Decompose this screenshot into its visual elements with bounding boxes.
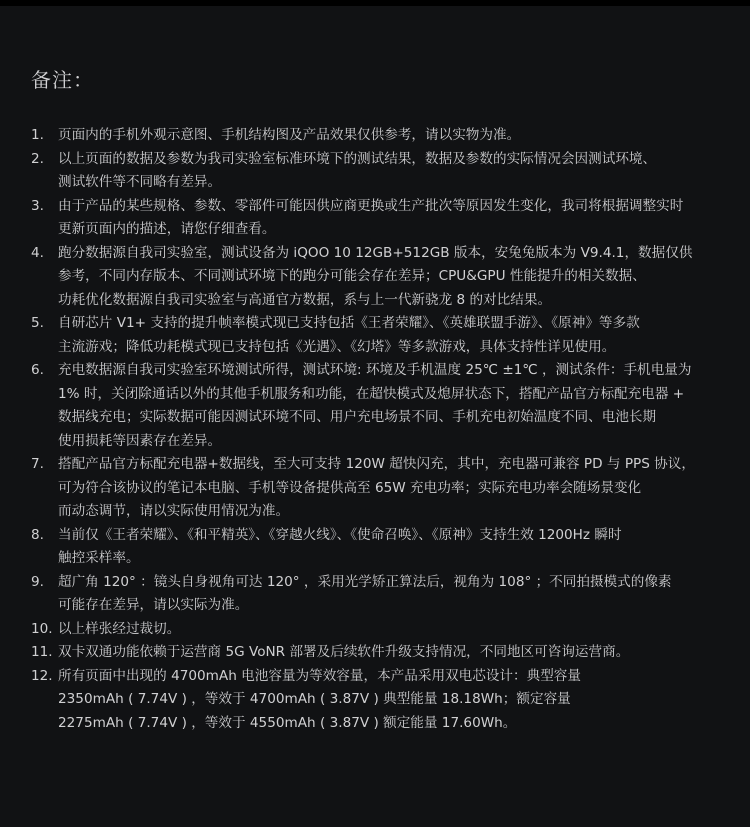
note-item (31, 641, 741, 665)
note-item (31, 453, 741, 524)
note-item (31, 524, 741, 571)
note-item (31, 571, 741, 618)
note-text-line: 搭配产品官方标配充电器+数据线，至大可支持 120W 超快闪充，其中，充电器可兼容 PD 与 PPS 协议， (58, 456, 695, 472)
note-text-line: 参考，不同内存版本、不同测试环境下的跑分可能会存在差异；CPU&GPU 性能提升的相关数据、 (58, 268, 646, 284)
note-number: 10. (31, 620, 53, 637)
note-number: 8. (31, 526, 44, 543)
note-text-line: 以上页面的数据及参数为我司实验室标准环境下的测试结果，数据及参数的实际情况会因测试环境、 (58, 150, 657, 167)
note-item (31, 148, 741, 195)
note-item (31, 312, 741, 359)
note-number: 1. (31, 127, 44, 143)
note-text-line: 使用损耗等因素存在差异。 (58, 432, 222, 449)
note-text-line: 主流游戏；降低功耗模式现已支持包括《光遇》、《幻塔》等多款游戏，具体支持性详见使用。 (58, 338, 616, 355)
note-item (31, 665, 741, 736)
note-text-line: 测试软件等不同略有差异。 (58, 174, 222, 190)
note-text-line: 充电数据源自我司实验室环境测试所得，测试环境: 环境及手机温度 25℃ ±1℃ ，测试条件：手机电量为 (58, 362, 692, 378)
note-number: 7. (31, 456, 44, 472)
note-text-line: 功耗优化数据源自我司实验室与高通官方数据，系与上一代新骁龙 8 的对比结果。 (58, 291, 552, 308)
note-text-line: 而动态调节，请以实际使用情况为准。 (58, 503, 290, 519)
note-item (31, 124, 741, 148)
note-text-line: 当前仅《王者荣耀》、《和平精英》、《穿越火线》、《使命召唤》、《原神》支持生效 1200Hz 瞬时 (58, 526, 622, 543)
note-text-line: 超广角 120° ：镜头自身视角可达 120° ，采用光学矫正算法后，视角为 108° ；不同拍摄模式的像素 (58, 573, 672, 590)
note-item (31, 242, 741, 313)
note-text-line: 1% 时，关闭除通话以外的其他手机服务和功能，在超快模式及熄屏状态下，搭配产品官方标配充电器 + (58, 385, 685, 402)
note-number: 4. (31, 244, 44, 261)
note-text-line: 更新页面内的描述，请您仔细查看。 (58, 221, 276, 237)
note-item (31, 359, 741, 453)
note-text-line: 双卡双通功能依赖于运营商 5G VoNR 部署及后续软件升级支持情况，不同地区可咨询运营商。 (58, 644, 630, 660)
note-number: 2. (31, 150, 44, 167)
notes-list (31, 124, 741, 735)
note-text-line: 跑分数据源自我司实验室，测试设备为 iQOO 10 12GB+512GB 版本，安兔兔版本为 V9.4.1，数据仅供 (58, 244, 693, 261)
note-text-line: 可为符合该协议的笔记本电脑、手机等设备提供高至 65W 充电功率；实际充电功率会随场景变化 (58, 479, 642, 496)
note-text-line: 2275mAh ( 7.74V ) ，等效于 4550mAh ( 3.87V ) 额定能量 17.60Wh。 (58, 714, 517, 731)
note-number: 6. (31, 362, 44, 378)
note-text-line: 自研芯片 V1+ 支持的提升帧率模式现已支持包括《王者荣耀》、《英雄联盟手游》、《原神》等多款 (58, 315, 640, 331)
note-item (31, 618, 741, 642)
note-number: 3. (31, 197, 44, 214)
note-number: 9. (31, 573, 44, 590)
page-title: 备注： (31, 68, 94, 92)
note-number: 11. (31, 644, 53, 660)
note-text-line: 由于产品的某些规格、参数、零部件可能因供应商更换或生产批次等原因发生变化，我司将根据调整实时 (58, 197, 684, 214)
note-text-line: 页面内的手机外观示意图、手机结构图及产品效果仅供参考，请以实物为准。 (58, 127, 521, 143)
note-text-line: 触控采样率。 (58, 550, 140, 566)
note-text-line: 可能存在差异，请以实际为准。 (58, 597, 249, 613)
note-text-line: 数据线充电；实际数据可能因测试环境不同、用户充电场景不同、手机充电初始温度不同、电池长期 (58, 409, 657, 425)
note-text-line: 以上样张经过裁切。 (58, 620, 181, 637)
note-text-line: 2350mAh ( 7.74V ) ，等效于 4700mAh ( 3.87V ) 典型能量 18.18Wh；额定容量 (58, 691, 571, 707)
note-item (31, 195, 741, 242)
note-text-line: 所有页面中出现的 4700mAh 电池容量为等效容量，本产品采用双电芯设计：典型容量 (58, 667, 581, 684)
note-number: 5. (31, 315, 44, 331)
note-number: 12. (31, 667, 53, 684)
